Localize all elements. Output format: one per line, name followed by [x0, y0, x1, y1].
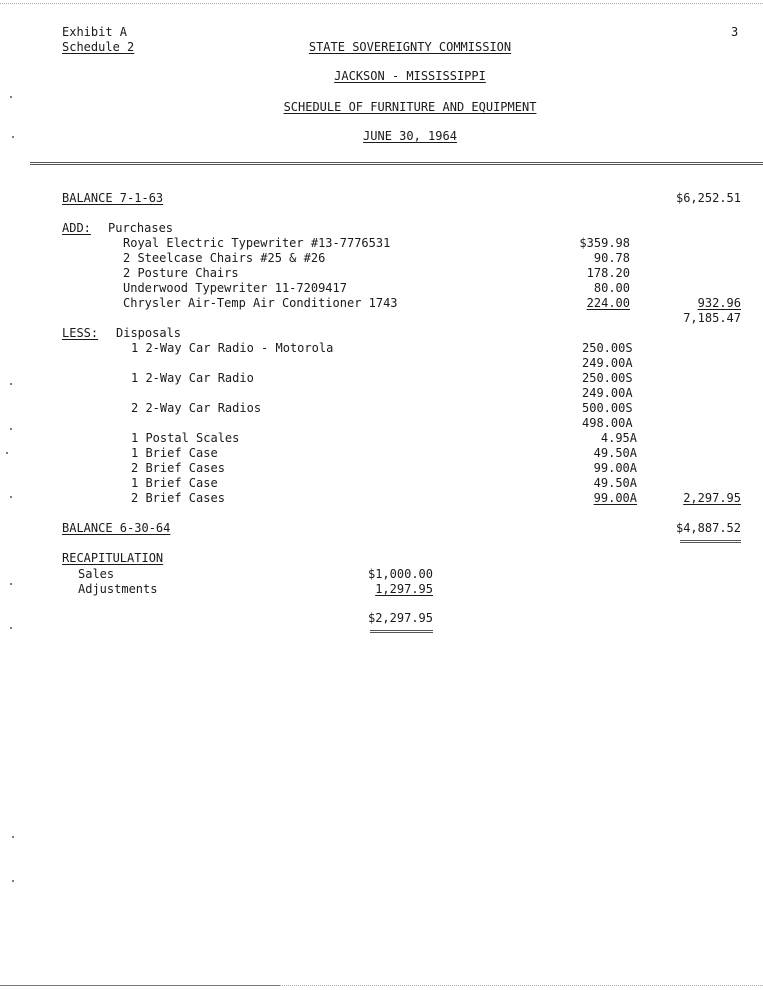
addition-item-description: Royal Electric Typewriter #13-7776531 — [123, 236, 391, 250]
page-number: 3 — [731, 25, 739, 39]
disposals-total: 2,297.95 — [683, 491, 741, 505]
scan-speck — [10, 383, 12, 385]
addition-item-description: Underwood Typewriter 11-7209417 — [123, 281, 347, 295]
disposal-item-amount: 49.50A — [593, 446, 637, 460]
disposal-item-amount: 500.00S — [582, 401, 633, 415]
scan-speck — [10, 428, 12, 430]
disposal-item-amount: 250.00S — [582, 341, 633, 355]
additions-total: 932.96 — [697, 296, 741, 310]
schedule-title: SCHEDULE OF FURNITURE AND EQUIPMENT — [283, 100, 537, 114]
disposals-heading: Disposals — [116, 326, 182, 340]
recap-item-label: Adjustments — [78, 582, 158, 596]
disposal-item-amount: 99.00A — [593, 491, 637, 505]
scan-top-edge — [0, 3, 763, 4]
commission-title: STATE SOVEREIGNTY COMMISSION — [308, 40, 512, 54]
disposal-item-description: 1 2-Way Car Radio — [131, 371, 254, 385]
header-separator — [30, 162, 763, 165]
location-title: JACKSON - MISSISSIPPI — [334, 69, 486, 83]
addition-item-description: 2 Posture Chairs — [123, 266, 239, 280]
scan-bottom-edge-dotted — [280, 985, 763, 986]
closing-balance-double-rule — [680, 540, 741, 543]
disposal-item-amount: 250.00S — [582, 371, 633, 385]
scan-speck — [12, 880, 14, 882]
disposals-label: LESS: — [62, 326, 99, 340]
opening-balance-label: BALANCE 7-1-63 — [62, 191, 164, 205]
disposal-item-description: 1 2-Way Car Radio - Motorola — [131, 341, 334, 355]
addition-item-description: Chrysler Air-Temp Air Conditioner 1743 — [123, 296, 398, 310]
closing-balance-amount: $4,887.52 — [675, 521, 741, 535]
disposal-item-amount: 49.50A — [593, 476, 637, 490]
schedule-label: Schedule 2 — [62, 40, 135, 54]
scan-speck — [10, 496, 12, 498]
disposal-item-amount: 99.00A — [593, 461, 637, 475]
addition-item-amount: 178.20 — [586, 266, 630, 280]
scan-speck — [12, 836, 14, 838]
recap-total: $2,297.95 — [367, 611, 433, 625]
disposal-item-description: 2 Brief Cases — [131, 491, 225, 505]
disposal-item-description: 1 Brief Case — [131, 476, 218, 490]
additions-subtotal: 7,185.47 — [683, 311, 741, 325]
addition-item-description: 2 Steelcase Chairs #25 & #26 — [123, 251, 326, 265]
scan-speck — [10, 583, 12, 585]
addition-item-amount: 80.00 — [593, 281, 630, 295]
scan-speck — [12, 136, 14, 138]
opening-balance-amount: $6,252.51 — [675, 191, 741, 205]
closing-balance-label: BALANCE 6-30-64 — [62, 521, 171, 535]
disposal-item-description: 2 Brief Cases — [131, 461, 225, 475]
disposal-item-amount: 249.00A — [582, 356, 633, 370]
recap-item-amount: $1,000.00 — [367, 567, 433, 581]
additions-heading: Purchases — [108, 221, 174, 235]
recap-item-label: Sales — [78, 567, 115, 581]
disposal-item-amount: 249.00A — [582, 386, 633, 400]
additions-label: ADD: — [62, 221, 91, 235]
disposal-item-amount: 4.95A — [600, 431, 637, 445]
addition-item-amount: $359.98 — [579, 236, 630, 250]
disposal-item-amount: 498.00A — [582, 416, 633, 430]
disposal-item-description: 2 2-Way Car Radios — [131, 401, 262, 415]
addition-item-amount: 224.00 — [586, 296, 630, 310]
disposal-item-description: 1 Brief Case — [131, 446, 218, 460]
recap-double-rule — [370, 630, 433, 633]
recap-item-amount: 1,297.95 — [375, 582, 433, 596]
schedule-date: JUNE 30, 1964 — [363, 129, 457, 143]
addition-item-amount: 90.78 — [593, 251, 630, 265]
scan-bottom-edge — [0, 985, 280, 986]
scan-speck — [6, 452, 8, 454]
recap-heading: RECAPITULATION — [62, 551, 164, 565]
disposal-item-description: 1 Postal Scales — [131, 431, 240, 445]
scan-speck — [10, 96, 12, 98]
exhibit-label: Exhibit A — [62, 25, 128, 39]
scan-speck — [10, 627, 12, 629]
